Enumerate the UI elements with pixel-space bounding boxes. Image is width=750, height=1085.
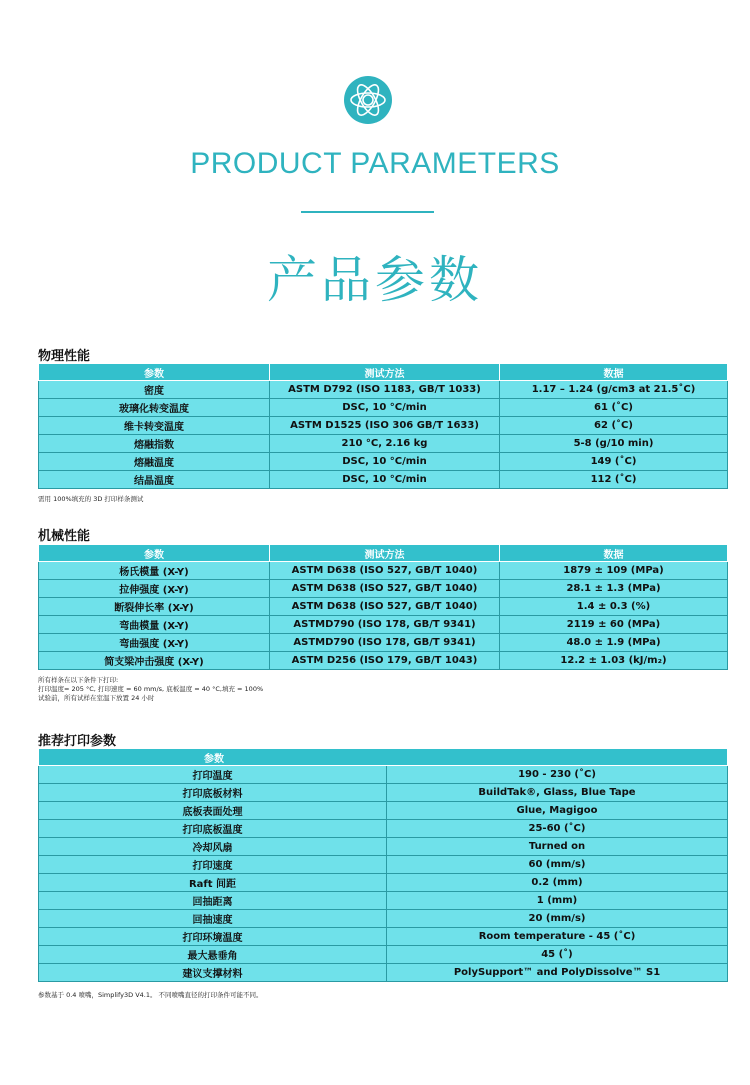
column-header: 数据 <box>500 364 728 381</box>
table-row <box>39 634 728 652</box>
cell: 45 (˚) <box>387 946 728 964</box>
column-header: 测试方法 <box>270 545 500 562</box>
table-row <box>39 598 728 616</box>
column-header: 参数 <box>39 364 270 381</box>
cell: 底板表面处理 <box>39 802 387 820</box>
column-header: 测试方法 <box>270 364 500 381</box>
cell: 20 (mm/s) <box>387 910 728 928</box>
physical-table <box>38 363 728 489</box>
cell: 最大悬垂角 <box>39 946 387 964</box>
cell: 25-60 (˚C) <box>387 820 728 838</box>
cell: Room temperature - 45 (˚C) <box>387 928 728 946</box>
cell: Glue, Magigoo <box>387 802 728 820</box>
table-row <box>39 580 728 598</box>
cell: 112 (˚C) <box>500 471 728 489</box>
cell: 打印底板材料 <box>39 784 387 802</box>
cell: 1.17 – 1.24 (g/cm3 at 21.5˚C) <box>500 381 728 399</box>
cell: 密度 <box>39 381 270 399</box>
cell: 210 °C, 2.16 kg <box>270 435 500 453</box>
cell: DSC, 10 °C/min <box>270 453 500 471</box>
cell: 拉伸强度 (X-Y) <box>39 580 270 598</box>
cell: 190 - 230 (˚C) <box>387 766 728 784</box>
table-row <box>39 399 728 417</box>
printing-table <box>38 748 728 982</box>
cell: ASTM D638 (ISO 527, GB/T 1040) <box>270 598 500 616</box>
table-row <box>39 820 728 838</box>
cell: 1 (mm) <box>387 892 728 910</box>
cell: 回抽距离 <box>39 892 387 910</box>
atom-logo-icon <box>343 75 393 125</box>
physical-section-title: 物理性能 <box>38 349 91 364</box>
cell: 维卡转变温度 <box>39 417 270 435</box>
footnote-line: 打印温度= 205 °C, 打印速度 = 60 mm/s, 底板温度 = 40 °C,填充 = 100% <box>38 685 264 693</box>
cell: 60 (mm/s) <box>387 856 728 874</box>
footnote-line: 所有样条在以下条件下打印: <box>38 676 119 684</box>
table-row <box>39 766 728 784</box>
cell: 回抽速度 <box>39 910 387 928</box>
table-row <box>39 435 728 453</box>
cell: ASTM D1525 (ISO 306 GB/T 1633) <box>270 417 500 435</box>
title-divider <box>301 211 434 213</box>
table-row <box>39 874 728 892</box>
cell: Raft 间距 <box>39 874 387 892</box>
cell: 打印环境温度 <box>39 928 387 946</box>
cell: ASTM D792 (ISO 1183, GB/T 1033) <box>270 381 500 399</box>
mechanical-table <box>38 544 728 670</box>
cell: ASTM D256 (ISO 179, GB/T 1043) <box>270 652 500 670</box>
cell: 0.2 (mm) <box>387 874 728 892</box>
column-header: 数据 <box>500 545 728 562</box>
table-row <box>39 910 728 928</box>
cell: 弯曲模量 (X-Y) <box>39 616 270 634</box>
column-header: 参数 <box>39 749 728 766</box>
cell: 熔融温度 <box>39 453 270 471</box>
cell: DSC, 10 °C/min <box>270 471 500 489</box>
cell: 打印温度 <box>39 766 387 784</box>
cell: 玻璃化转变温度 <box>39 399 270 417</box>
table-row <box>39 856 728 874</box>
cell: 弯曲强度 (X-Y) <box>39 634 270 652</box>
cell: 结晶温度 <box>39 471 270 489</box>
column-header: 参数 <box>39 545 270 562</box>
table-row <box>39 381 728 399</box>
printing-section-title: 推荐打印参数 <box>38 734 117 749</box>
mechanical-footnotes <box>38 676 263 703</box>
cell: 2119 ± 60 (MPa) <box>500 616 728 634</box>
table-row <box>39 838 728 856</box>
cell: 建议支撑材料 <box>39 964 387 982</box>
table-row <box>39 802 728 820</box>
cell: 打印底板温度 <box>39 820 387 838</box>
printing-footnote: 参数基于 0.4 喷嘴，Simplify3D V4.1。 不同喷嘴直径的打印条件可能不同。 <box>38 991 263 999</box>
cell: 断裂伸长率 (X-Y) <box>39 598 270 616</box>
table-row <box>39 946 728 964</box>
table-row <box>39 892 728 910</box>
cell: PolySupport™ and PolyDissolve™ S1 <box>387 964 728 982</box>
cell: 1.4 ± 0.3 (%) <box>500 598 728 616</box>
cell: 62 (˚C) <box>500 417 728 435</box>
cell: BuildTak®, Glass, Blue Tape <box>387 784 728 802</box>
table-row <box>39 417 728 435</box>
cell: 熔融指数 <box>39 435 270 453</box>
table-row <box>39 453 728 471</box>
physical-footnote: 需用 100%填充的 3D 打印样条测试 <box>38 495 144 503</box>
cell: Turned on <box>387 838 728 856</box>
cell: 48.0 ± 1.9 (MPa) <box>500 634 728 652</box>
cell: 冷却风扇 <box>39 838 387 856</box>
cell: 5-8 (g/10 min) <box>500 435 728 453</box>
page-title-cn: 产品参数 <box>267 251 483 309</box>
table-row <box>39 652 728 670</box>
cell: 杨氏模量 (X-Y) <box>39 562 270 580</box>
table-row <box>39 964 728 982</box>
table-row <box>39 928 728 946</box>
cell: 28.1 ± 1.3 (MPa) <box>500 580 728 598</box>
table-row <box>39 471 728 489</box>
cell: ASTMD790 (ISO 178, GB/T 9341) <box>270 616 500 634</box>
table-row <box>39 616 728 634</box>
cell: 简支梁冲击强度 (X-Y) <box>39 652 270 670</box>
cell: 12.2 ± 1.03 (kJ/m₂) <box>500 652 728 670</box>
cell: 61 (˚C) <box>500 399 728 417</box>
footnote-line: 试验前，所有试样在室温下放置 24 小时 <box>38 694 155 702</box>
cell: DSC, 10 °C/min <box>270 399 500 417</box>
page-title-en: PRODUCT PARAMETERS <box>190 147 560 180</box>
cell: ASTM D638 (ISO 527, GB/T 1040) <box>270 562 500 580</box>
cell: 1879 ± 109 (MPa) <box>500 562 728 580</box>
cell: ASTMD790 (ISO 178, GB/T 9341) <box>270 634 500 652</box>
cell: 打印速度 <box>39 856 387 874</box>
mechanical-section-title: 机械性能 <box>38 529 91 544</box>
cell: 149 (˚C) <box>500 453 728 471</box>
table-row <box>39 562 728 580</box>
table-row <box>39 784 728 802</box>
cell: ASTM D638 (ISO 527, GB/T 1040) <box>270 580 500 598</box>
